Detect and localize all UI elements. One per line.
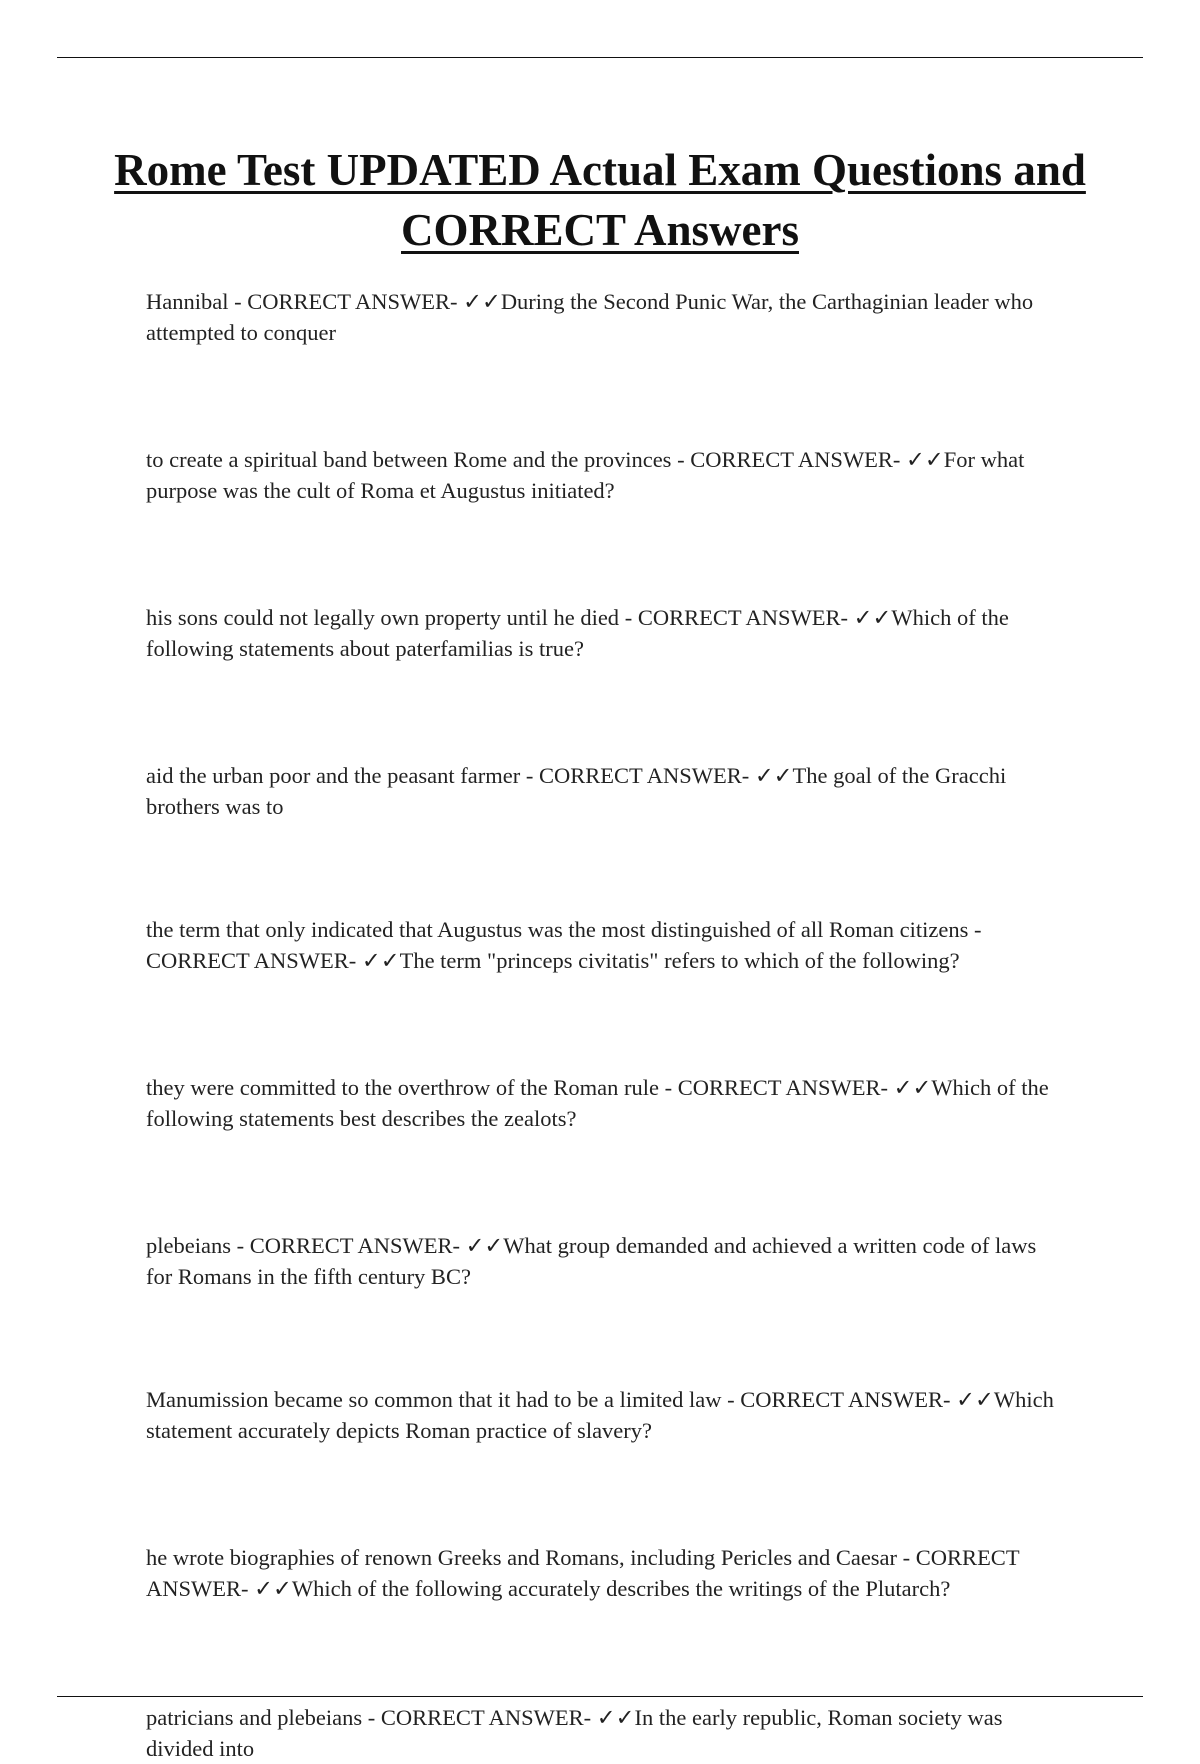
double-check-icon: ✓✓	[361, 948, 400, 973]
answer-text: aid the urban poor and the peasant farmer	[146, 763, 521, 788]
correct-answer-label: CORRECT ANSWER-	[146, 948, 357, 973]
question-text: What group demanded and achieved a written code of laws for Romans in the fifth century BC?	[146, 1233, 1037, 1289]
double-check-icon: ✓✓	[254, 1576, 292, 1601]
double-check-icon: ✓✓	[906, 447, 944, 472]
document-title: Rome Test UPDATED Actual Exam Questions and CORRECT Answers	[114, 145, 1086, 255]
answer-text: they were committed to the overthrow of the Roman rule	[146, 1075, 659, 1100]
correct-answer-label: CORRECT ANSWER-	[146, 1545, 1024, 1601]
correct-answer-label: CORRECT ANSWER-	[677, 1075, 888, 1100]
double-check-icon: ✓✓	[754, 763, 793, 788]
question-text: For what purpose was the cult of Roma et Augustus initiated?	[146, 447, 1025, 503]
answer-text: patricians and plebeians	[146, 1705, 363, 1730]
correct-answer-label: CORRECT ANSWER-	[380, 1705, 592, 1730]
double-check-icon: ✓✓	[956, 1387, 994, 1412]
double-check-icon: ✓✓	[853, 605, 892, 630]
correct-answer-label: CORRECT ANSWER-	[740, 1387, 951, 1412]
qa-entry: plebeians - CORRECT ANSWER- ✓✓What group demanded and achieved a written code of laws for Romans in the fifth century BC?	[146, 1233, 1037, 1289]
qa-entry: they were committed to the overthrow of the Roman rule - CORRECT ANSWER- ✓✓Which of the following statements best describes the zealots?	[146, 1075, 1049, 1131]
qa-entry: aid the urban poor and the peasant farmer - CORRECT ANSWER- ✓✓The goal of the Gracchi brothers was to	[146, 763, 1007, 819]
double-check-icon: ✓✓	[596, 1705, 635, 1730]
qa-entry: to create a spiritual band between Rome and the provinces - CORRECT ANSWER- ✓✓For what purpose was the cult of Roma et Augustus initiated?	[146, 447, 1025, 503]
correct-answer-label: CORRECT ANSWER-	[637, 605, 849, 630]
top-rule	[57, 57, 1143, 58]
qa-entry: Manumission became so common that it had to be a limited law - CORRECT ANSWER- ✓✓Which statement accurately depicts Roman practice of slavery?	[146, 1387, 1054, 1443]
correct-answer-label: CORRECT ANSWER-	[538, 763, 750, 788]
qa-list	[146, 286, 1066, 1764]
answer-text: plebeians	[146, 1233, 231, 1258]
question-text: Which of the following accurately describes the writings of the Plutarch?	[291, 1576, 951, 1601]
answer-text: Hannibal	[146, 289, 229, 314]
question-text: In the early republic, Roman society was divided into	[146, 1705, 1003, 1761]
answer-text: Manumission became so common that it had to be a limited law	[146, 1387, 722, 1412]
question-text: The term "princeps civitatis" refers to which of the following?	[399, 948, 960, 973]
qa-entry: his sons could not legally own property until he died - CORRECT ANSWER- ✓✓Which of the following statements about paterfamilias is true?	[146, 605, 1009, 661]
double-check-icon: ✓✓	[463, 289, 501, 314]
bottom-rule	[57, 1696, 1143, 1697]
question-text: Which statement accurately depicts Roman practice of slavery?	[146, 1387, 1054, 1443]
correct-answer-label: CORRECT ANSWER-	[247, 289, 458, 314]
double-check-icon: ✓✓	[893, 1075, 932, 1100]
question-text: Which of the following statements about paterfamilias is true?	[146, 605, 1009, 661]
answer-text: the term that only indicated that Augustus was the most distinguished of all Roman citizens	[146, 917, 969, 942]
qa-entry: Hannibal - CORRECT ANSWER- ✓✓During the Second Punic War, the Carthaginian leader who attempted to conquer	[146, 289, 1034, 345]
correct-answer-label: CORRECT ANSWER-	[690, 447, 901, 472]
answer-text: to create a spiritual band between Rome and the provinces	[146, 447, 672, 472]
qa-entry: the term that only indicated that Augustus was the most distinguished of all Roman citizens - CORRECT ANSWER- ✓✓The term "princeps civitatis" refers to which of the following?	[146, 917, 988, 973]
answer-text: his sons could not legally own property until he died	[146, 605, 620, 630]
question-text: During the Second Punic War, the Carthaginian leader who attempted to conquer	[146, 289, 1034, 345]
question-text: Which of the following statements best describes the zealots?	[146, 1075, 1049, 1131]
answer-text: he wrote biographies of renown Greeks and Romans, including Pericles and Caesar	[146, 1545, 898, 1570]
question-text: The goal of the Gracchi brothers was to	[146, 763, 1007, 819]
qa-entry: patricians and plebeians - CORRECT ANSWER- ✓✓In the early republic, Roman society was divided into	[146, 1705, 1003, 1761]
double-check-icon: ✓✓	[465, 1233, 504, 1258]
correct-answer-label: CORRECT ANSWER-	[249, 1233, 460, 1258]
qa-entry: he wrote biographies of renown Greeks and Romans, including Pericles and Caesar - CORRECT ANSWER- ✓✓Which of the following accurately describes the writings of the Plutarch?	[146, 1545, 1024, 1601]
